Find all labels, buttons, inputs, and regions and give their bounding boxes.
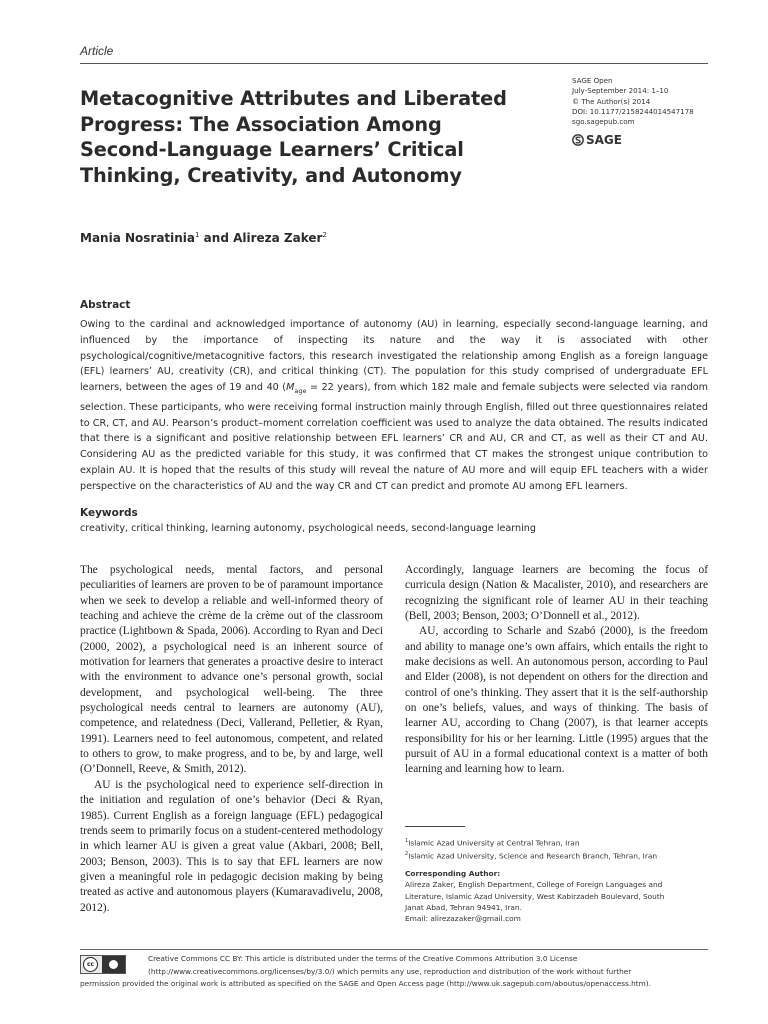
- affiliation-1: [405, 836, 708, 849]
- author-name: Alireza Zaker: [233, 231, 323, 245]
- sage-logo-text: SAGE: [586, 133, 622, 147]
- sage-logo-icon: [572, 134, 584, 146]
- corresponding-author-line: Alireza Zaker, English Department, College of Foreign Languages and: [405, 880, 663, 890]
- footnote-divider: [405, 826, 465, 827]
- author-conjunction: and: [199, 231, 234, 245]
- affiliation-marker: 2: [322, 231, 327, 239]
- corresponding-author-email[interactable]: Email: alirezazaker@gmail.com: [405, 914, 521, 924]
- header-divider: [80, 63, 708, 64]
- affiliation-2: [405, 849, 708, 862]
- body-paragraph: AU, according to Scharle and Szabó (2000), is the freedom and ability to manage one’s own affairs, which entails the right to make decisions as well. An autonomous person, according to Paul and Elder (2008), is not dependent on others for the direction and control of one’s thinking. They assert that it is the self-authorship on one’s beliefs, values, and ways of thinking. The basis of learner AU, according to Chang (2007), is that learner accepts responsibility for his or her learning. Little (1995) argues that the pursuit of AU in a formal educational context is a matter of both learning and learning how to learn.: [405, 625, 708, 776]
- title-line: Progress: The Association Among: [80, 112, 442, 136]
- affiliation-marker: 2: [405, 850, 409, 857]
- license-notice: [80, 953, 708, 991]
- title-line: Metacognitive Attributes and Liberated: [80, 87, 507, 110]
- doi[interactable]: DOI: 10.1177/2158244014547178: [572, 106, 694, 116]
- copyright-notice: © The Author(s) 2014: [572, 96, 651, 106]
- body-column-right: [405, 563, 708, 778]
- license-line: (http://www.creativecommons.org/licenses/by/3.0/) which permits any use, reproduction and distribution of the work without further: [148, 966, 632, 976]
- keywords-text: creativity, critical thinking, learning autonomy, psychological needs, second-language learning: [80, 523, 536, 534]
- corresponding-author-heading: Corresponding Author:: [405, 868, 501, 878]
- abstract-text: [80, 317, 708, 495]
- license-line: Creative Commons CC BY: This article is distributed under the terms of the Creative Commons Attribution 3.0 License: [148, 954, 578, 963]
- body-column-left: [80, 563, 383, 916]
- abstract-text-part: = 22 years), from which 182 male and female subjects were selected via random selection. These participants, who were receiving formal instruction mainly through English, filled out three questionnaires related to CR, CT, and AU. Pearson’s product–moment correlation coefficient was used to analyze the data obtained. The results indicated that there is a significant and positive relationship between EFL learners’ CR and AU, CR and CT, as well as their CT and AU. Considering AU as the predicted variable for this study, it was confirmed that CT makes the strongest unique contribution to explain AU. It is hoped that the results of this study will reveal the nature of AU more and will equip EFL teachers with a wider perspective on the characteristics of AU and the way CR and CT can predict and promote AU among EFL learners.: [80, 382, 709, 492]
- mean-subscript: age: [294, 387, 307, 396]
- corresponding-author-line: Literature, Islamic Azad University, West Kabirzadeh Boulevard, South: [405, 891, 665, 901]
- title-line: Second-Language Learners’ Critical: [80, 138, 464, 161]
- publication-info: [572, 76, 732, 127]
- author-name: Mania Nosratinia: [80, 231, 196, 245]
- sage-logo: [572, 133, 622, 147]
- body-paragraph: Accordingly, language learners are becoming the focus of curricula design (Nation & Macalister, 2010), and researchers are recognizing the significant role of learner AU in their teaching (Bell, 2003; Benson, 2003; O’Donnell et al., 2012).: [405, 564, 708, 623]
- author-list: [80, 231, 327, 245]
- journal-name: SAGE Open: [572, 76, 613, 85]
- body-paragraph: AU is the psychological need to experience self-direction in the initiation and regulation of one’s behavior (Deci & Ryan, 1985). Current English as a foreign language (EFL) pedagogical trends seem to primarily focus on a student-centered methodology in which learner AU is given a great value (Akbari, 2008; Bell, 2003; Benson, 2003). This is to say that EFL learners are now given a meaningful role in pedagogic decision making by being treated as active and autonomous players (Kumaravadivelu, 2008, 2012).: [80, 778, 383, 914]
- article-title: [80, 86, 520, 188]
- mean-symbol: M: [286, 382, 295, 394]
- license-line: permission provided the original work is attributed as specified on the SAGE and Open Access page (http://www.uk.sagepub.com/aboutus/openaccess.htm).: [80, 979, 651, 989]
- footnotes: [405, 836, 708, 925]
- abstract-text-part: Owing to the cardinal and acknowledged importance of autonomy (AU) in learning, especially second-language learning, and influenced by the importance of inspecting its nature and the way it is associated with other psychological/cognitive/metacognitive factors, this research investigated the relationship among English as a foreign language (EFL) learners’ AU, creativity (CR), and critical thinking (CT). The population for this study comprised of undergraduate EFL learners, between the ages of 19 and 40 (: [80, 319, 708, 394]
- body-paragraph: The psychological needs, mental factors, and personal peculiarities of learners are proven to be of paramount importance when we seek to develop a reliable and well-informed theory of teaching and achieve the crème de la crème out of the classroom practice (Lightbown & Spada, 2006). According to Ryan and Deci (2000, 2002), a psychological need is an inherent source of motivation for learners that generates a proactive desire to interact with the environment to advance one’s personal growth, social development, and psychological well-being. The three psychological needs central to learners are autonomy (AU), competence, and relatedness (Deci, Vallerand, Pelletier, & Ryan, 1991). Learners need to feel autonomous, competent, and related to others to grow, to make progress, and to be, by and large, well (O’Donnell, Reeve, & Smith, 2012).: [80, 564, 383, 776]
- journal-site[interactable]: sgo.sagepub.com: [572, 117, 635, 127]
- issue-info: July-September 2014: 1–10: [572, 86, 669, 96]
- affiliation-text: Islamic Azad University, Science and Research Branch, Tehran, Iran: [408, 851, 658, 861]
- cc-icon: cc: [83, 957, 98, 972]
- title-line: Thinking, Creativity, and Autonomy: [80, 163, 462, 187]
- article-type-label: Article: [80, 44, 114, 58]
- affiliation-marker: 1: [405, 838, 409, 844]
- affiliation-marker: 1: [195, 231, 200, 239]
- abstract-heading: Abstract: [80, 299, 131, 311]
- affiliation-text: Islamic Azad University at Central Tehran, Iran: [408, 838, 580, 848]
- corresponding-author-line: Janat Abad, Tehran 94941, Iran.: [405, 902, 522, 912]
- license-divider: [80, 949, 708, 950]
- keywords-heading: Keywords: [80, 507, 138, 519]
